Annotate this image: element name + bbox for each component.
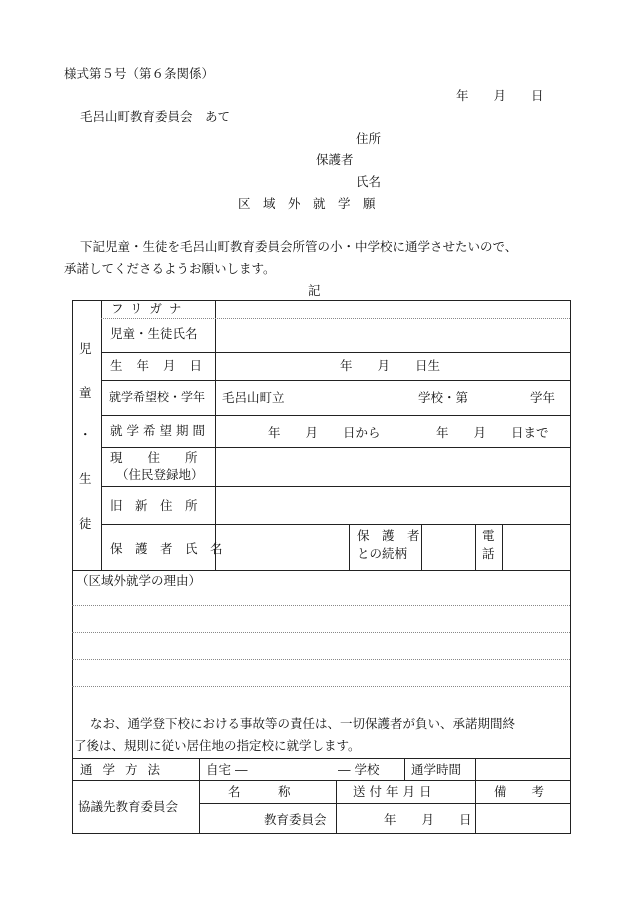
student-name-field[interactable] [216,319,570,352]
send-date-value[interactable]: 年 月 日 [384,812,472,827]
period-from-value[interactable]: 年 月 日から [268,425,381,440]
name-label: 氏名 [356,174,382,189]
commute-method-label: 通学方法 [80,762,171,777]
commute-school-text[interactable]: ― 学校 [338,762,380,777]
side-divider [101,300,102,570]
commute-time-divider-left [404,758,405,780]
furigana-label: フリガナ [111,301,189,316]
telephone-label-1: 電 [482,528,495,543]
side-label-char-4: 生 [79,471,92,486]
relationship-label-1: 保 護 者 [357,528,420,543]
birthdate-label: 生年月日 [110,358,217,373]
old-new-address-label: 旧 新 住 所 [110,498,198,513]
telephone-label-2: 話 [482,546,495,561]
body-text-1: 下記児童・生徒を毛呂山町教育委員会所管の小・中学校に通学させたいので、 [80,239,518,254]
board-name-divider [336,780,337,833]
commute-label-divider [199,758,200,833]
period-to-value[interactable]: 年 月 日まで [436,425,549,440]
commute-time-label: 通学時間 [411,762,462,777]
note-text-2: 了後は、規則に従い居住地の指定校に就学します。 [74,738,361,753]
body-text-2: 承諾してくださるようお願いします。 [64,261,276,276]
reason-field[interactable] [73,590,570,700]
side-label-char-2: 童 [79,385,92,400]
table-border-left [72,300,73,833]
school-type-text[interactable]: 学校・第 [418,390,469,405]
reason-top-line [72,570,571,571]
telephone-field[interactable] [503,525,570,570]
addressee: 毛呂山町教育委員会 あて [80,109,231,124]
period-label: 就学希望期間 [110,423,210,438]
date-line[interactable]: 年 月 日 [456,88,544,103]
row-line-1 [101,352,570,353]
row-line-2 [101,380,570,381]
guardian-name-field[interactable] [216,525,349,570]
commute-time-field[interactable] [476,759,570,780]
school-grade-text[interactable]: 学年 [530,390,556,405]
current-address-label: 現 住 所 [110,450,198,465]
board-label: 協議先教育委員会 [78,799,179,814]
commute-bottom-line [72,780,571,781]
tel-divider-left [475,524,476,570]
resident-registration-label: （住民登録地） [116,467,204,482]
relationship-field[interactable] [422,525,475,570]
guardian-label: 保護者 [316,152,354,167]
side-label-char-5: 徒 [79,516,92,531]
birthdate-value[interactable]: 年 月 日生 [340,358,441,373]
school-label: 就学希望校・学年 [109,390,206,404]
table-border-right [570,300,571,833]
furigana-field[interactable] [216,301,570,318]
remarks-header: 備 考 [494,784,545,799]
school-town-text: 毛呂山町立 [222,390,285,405]
reason-label: （区域外就学の理由） [76,573,202,588]
send-date-header: 送付年月日 [353,784,436,799]
side-label-char-3: ・ [79,427,92,442]
note-text-1: なお、通学登下校における事故等の責任は、一切保護者が負い、承諾期間終 [90,716,516,731]
student-name-label: 児童・生徒氏名 [110,326,198,341]
commute-home-text[interactable]: 自宅 ― [206,762,248,777]
table-border-bottom [72,833,571,834]
current-address-field[interactable] [216,448,570,486]
board-name-suffix[interactable]: 教育委員会 [264,812,327,827]
relationship-label-2: との続柄 [357,546,408,561]
remarks-field[interactable] [476,804,570,833]
address-label: 住所 [356,131,382,146]
form-number: 様式第５号（第６条関係） [64,66,215,81]
ki-label: 記 [308,283,321,298]
rel-divider-left [349,524,350,570]
board-name-header: 名 称 [228,784,291,799]
old-new-address-field[interactable] [216,487,570,524]
page-title: 区 域 外 就 学 願 [238,196,376,211]
side-label-char-1: 児 [79,341,92,356]
row-line-3 [101,415,570,416]
guardian-name-label: 保 護 者 氏 名 [110,541,223,556]
